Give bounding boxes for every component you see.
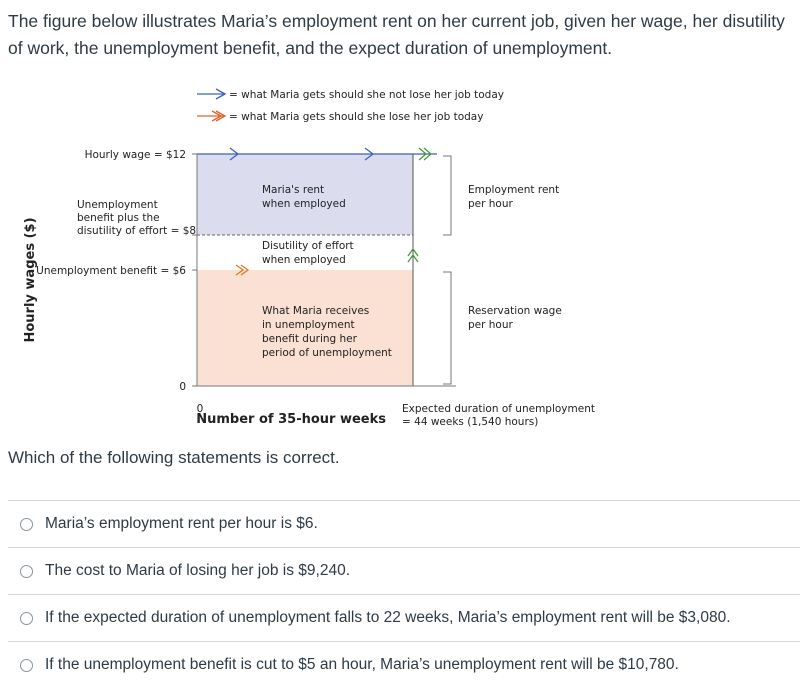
answer-option[interactable] [8,500,800,547]
employment-rent-diagram [0,78,812,438]
answer-option[interactable] [8,594,800,641]
answer-option[interactable] [8,547,800,594]
legend-single-arrow-label: = what Maria gets should she not lose her job today [229,89,504,101]
intro-text: The figure below illustrates Maria’s employment rent on her current job, given her wage, her disutility of work, the unemployment benefit, and the expect duration of unemployment. [8,11,785,58]
radio-button[interactable] [20,659,33,672]
question-text: Which of the following statements is correct. [8,448,340,467]
wage-tick-label: Hourly wage = $12 [84,149,186,161]
employment-rent-label-line1: Employment rent [468,184,560,196]
y-zero-label: 0 [179,381,186,393]
employment-rent-label-line2: per hour [468,198,513,210]
benefit-region-label-line2: in unemployment [262,319,355,331]
rent-region-label-line1: Maria's rent [262,184,325,196]
legend-double-arrow-label: = what Maria gets should she lose her job today [229,111,484,123]
answer-label[interactable]: The cost to Maria of losing her job is $9,240. [45,562,350,579]
radio-button[interactable] [20,612,33,625]
benefit-region-label-line4: period of unemployment [262,347,392,359]
radio-button[interactable] [20,518,33,531]
x-zero-label: 0 [196,403,204,415]
answer-label[interactable]: If the expected duration of unemployment falls to 22 weeks, Maria’s employment rent will be $3,080. [45,609,731,626]
answer-label[interactable]: Maria’s employment rent per hour is $6. [45,515,318,532]
benefit-tick-label: Unemployment benefit = $6 [36,265,186,277]
benefit-plus-disutility-label-line2: benefit plus the [77,212,160,224]
x-end-label-line1: Expected duration of unemployment [402,403,595,415]
answer-option[interactable] [8,641,800,688]
y-axis-title: Hourly wages ($) [23,217,38,343]
disutility-region-label-line1: Disutility of effort [262,240,354,252]
legend [197,89,504,123]
answer-label[interactable]: If the unemployment benefit is cut to $5 an hour, Maria’s unemployment rent will be $10,780. [45,656,679,673]
answer-list [8,500,800,688]
disutility-region-label-line2: when employed [262,254,346,266]
benefit-plus-disutility-label-line3: disutility of effort = $8 [77,225,197,237]
rent-region-label-line2: when employed [262,198,346,210]
benefit-region-label-line1: What Maria receives [262,305,370,317]
radio-button[interactable] [20,565,33,578]
reservation-wage-label-line1: Reservation wage [468,305,562,317]
x-end-label-line2: = 44 weeks (1,540 hours) [402,416,539,428]
benefit-region-label-line3: benefit during her [262,333,357,345]
reservation-wage-bracket [443,272,451,384]
x-axis-title: Number of 35-hour weeks [196,412,386,427]
employment-rent-bracket [443,156,451,235]
benefit-plus-disutility-label-line1: Unemployment [77,199,158,211]
reservation-wage-label-line2: per hour [468,319,513,331]
